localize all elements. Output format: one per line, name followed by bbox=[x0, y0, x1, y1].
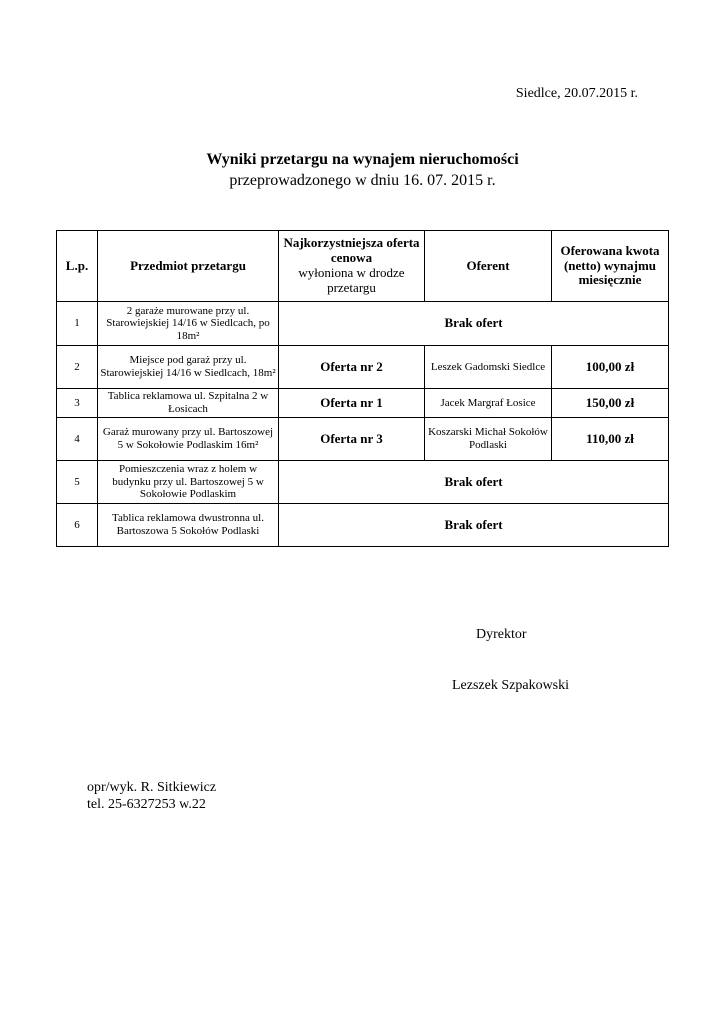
cell-subject: Tablica reklamowa dwustronna ul. Bartoszowa 5 Sokołów Podlaski bbox=[98, 504, 279, 547]
cell-offer: Oferta nr 1 bbox=[279, 389, 425, 418]
director-title: Dyrektor bbox=[476, 627, 527, 642]
cell-no-offers: Brak ofert bbox=[279, 504, 669, 547]
cell-lp: 5 bbox=[57, 461, 98, 504]
cell-bidder: Jacek Margraf Łosice bbox=[425, 389, 552, 418]
cell-subject: Tablica reklamowa ul. Szpitalna 2 w Łosicach bbox=[98, 389, 279, 418]
header-amount: Oferowana kwota (netto) wynajmu miesięcznie bbox=[552, 231, 669, 302]
prepared-by: opr/wyk. R. Sitkiewicz bbox=[87, 780, 217, 795]
director-name: Lezszek Szpakowski bbox=[452, 678, 570, 693]
cell-lp: 2 bbox=[57, 346, 98, 389]
cell-bidder: Koszarski Michał Sokołów Podlaski bbox=[425, 418, 552, 461]
cell-amount: 100,00 zł bbox=[552, 346, 669, 389]
table-row bbox=[57, 346, 669, 389]
header-offer bbox=[279, 231, 425, 302]
cell-lp: 3 bbox=[57, 389, 98, 418]
cell-amount: 110,00 zł bbox=[552, 418, 669, 461]
cell-subject: Miejsce pod garaż przy ul. Starowiejskiej 14/16 w Siedlcach, 18m² bbox=[98, 346, 279, 389]
header-offer-normal: wyłoniona w drodze przetargu bbox=[298, 265, 405, 295]
header-subject: Przedmiot przetargu bbox=[98, 231, 279, 302]
cell-no-offers: Brak ofert bbox=[279, 302, 669, 346]
table-row bbox=[57, 389, 669, 418]
header-bidder: Oferent bbox=[425, 231, 552, 302]
header-lp: L.p. bbox=[57, 231, 98, 302]
table-header-row bbox=[57, 231, 669, 302]
cell-offer: Oferta nr 3 bbox=[279, 418, 425, 461]
results-table bbox=[56, 230, 669, 547]
cell-lp: 1 bbox=[57, 302, 98, 346]
table-row bbox=[57, 302, 669, 346]
document-title: Wyniki przetargu na wynajem nieruchomości bbox=[206, 151, 519, 168]
cell-offer: Oferta nr 2 bbox=[279, 346, 425, 389]
contact-phone: tel. 25-6327253 w.22 bbox=[87, 797, 206, 812]
cell-no-offers: Brak ofert bbox=[279, 461, 669, 504]
place-date: Siedlce, 20.07.2015 r. bbox=[515, 86, 638, 101]
header-offer-bold: Najkorzystniejsza oferta cenowa bbox=[283, 235, 420, 266]
table-row bbox=[57, 418, 669, 461]
document-subtitle: przeprowadzonego w dniu 16. 07. 2015 r. bbox=[229, 172, 496, 189]
cell-bidder: Leszek Gadomski Siedlce bbox=[425, 346, 552, 389]
table-row bbox=[57, 461, 669, 504]
cell-amount: 150,00 zł bbox=[552, 389, 669, 418]
cell-lp: 6 bbox=[57, 504, 98, 547]
cell-subject: Garaż murowany przy ul. Bartoszowej 5 w Sokołowie Podlaskim 16m² bbox=[98, 418, 279, 461]
cell-lp: 4 bbox=[57, 418, 98, 461]
cell-subject: Pomieszczenia wraz z holem w budynku przy ul. Bartoszowej 5 w Sokołowie Podlaskim bbox=[98, 461, 279, 504]
cell-subject: 2 garaże murowane przy ul. Starowiejskiej 14/16 w Siedlcach, po 18m² bbox=[98, 302, 279, 346]
table-row bbox=[57, 504, 669, 547]
